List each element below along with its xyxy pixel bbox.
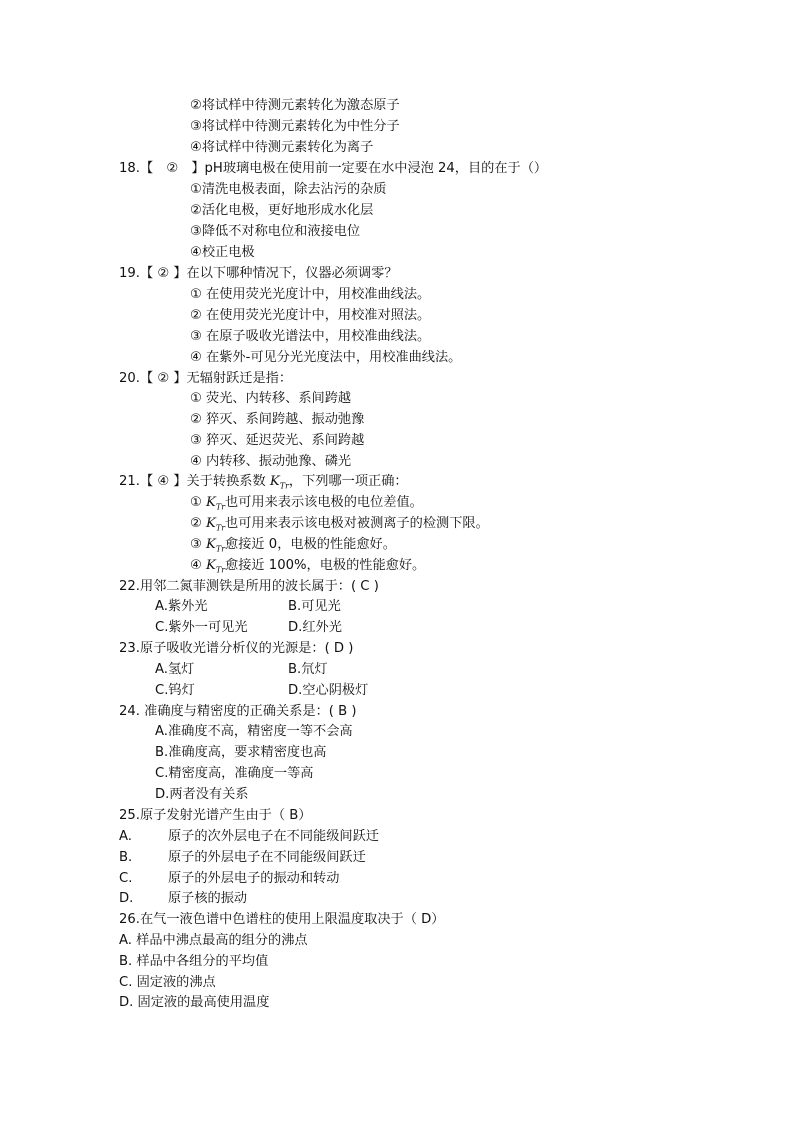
q22-option-d: D.红外光 [288,620,342,635]
q20-question: 20.【 ② 】无辐射跃迁是指： [119,371,293,386]
q19-question: 19.【 ② 】在以下哪种情况下，仪器必须调零？ [119,266,398,281]
q21-question [119,472,408,492]
q18-option-2: ②活化电极，更好地形成水化层 [190,203,374,218]
q24-option-a: A.准确度不高，精密度一等不会高 [155,724,353,739]
q21-option-3-symbol-sub: Tr [215,544,226,554]
q25-option-d-letter: D. [119,891,134,906]
q25-question: 25.原子发射光谱产生由于（ B） [119,808,312,823]
q26-option-d: D. 固定液的最高使用温度 [119,995,270,1010]
q25-option-b: 原子的外层电子在不同能级间跃迁 [168,850,366,865]
q23-option-d: D.空心阴极灯 [288,683,369,698]
q25-option-d: 原子核的振动 [168,891,248,906]
q24-question: 24. 准确度与精密度的正确关系是：( B ) [119,704,357,719]
q20-option-1: ① 荧光、内转移、系间跨越 [190,391,352,406]
q26-question: 26.在气一液色谱中色谱柱的使用上限温度取决于（ D） [119,912,445,927]
q18-option-1: ①清洗电极表面，除去沾污的杂质 [190,182,387,197]
q18-option-4: ④校正电极 [190,245,255,260]
q21-question-text-b: ，下列哪一项正确： [288,474,408,489]
q21-option-1-text: 也可用来表示该电极的电位差值。 [225,495,423,510]
q25-option-a: 原子的次外层电子在不同能级间跃迁 [168,829,379,844]
q21-symbol [270,474,289,489]
q17-option-3: ③将试样中待测元素转化为中性分子 [190,119,400,134]
q25-option-b-letter: B. [119,850,133,865]
q21-option-4-text: 愈接近 100%，电极的性能愈好。 [225,558,426,573]
q24-option-b: B.准确度高，要求精密度也高 [155,745,327,760]
q21-option-2-symbol [206,516,225,531]
q21-option-1-symbol-k: K [206,495,216,510]
q21-option-2 [190,514,489,534]
q21-option-4-symbol-sub: Tr [215,565,226,575]
q23-option-a: A.氢灯 [155,662,195,677]
q25-option-a-letter: A. [119,829,132,844]
q21-option-4-marker: ④ [190,558,207,573]
q22-option-c: C.紫外一可见光 [155,620,248,635]
q17-option-2: ②将试样中待测元素转化为激态原子 [190,98,400,113]
q19-option-1: ① 在使用荧光光度计中，用校准曲线法。 [190,287,431,302]
q20-option-2: ② 猝灭、系间跨越、振动弛豫 [190,412,365,427]
q21-option-1-marker: ① [190,495,207,510]
q23-question: 23.原子吸收光谱分析仪的光源是：( D ) [119,641,354,656]
q23-option-c: C.钨灯 [155,683,195,698]
q21-option-3 [190,535,396,555]
q21-question-text-a: 21.【 ④ 】关于转换系数 [119,474,270,489]
q23-option-b: B.氘灯 [288,662,328,677]
q21-option-3-marker: ③ [190,537,207,552]
q20-option-4: ④ 内转移、振动弛豫、磷光 [190,454,352,469]
q26-option-a: A. 样品中沸点最高的组分的沸点 [119,933,308,948]
q19-option-2: ② 在使用荧光光度计中，用校准对照法。 [190,308,431,323]
q21-option-2-text: 也可用来表示该电极对被测离子的检测下限。 [225,516,489,531]
q21-symbol-sub: Tr [279,481,289,491]
q21-option-4-symbol-k: K [206,558,216,573]
q26-option-c: C. 固定液的沸点 [119,975,216,990]
q17-option-4: ④将试样中待测元素转化为离子 [190,140,374,155]
q19-option-4: ④ 在紫外-可见分光光度法中，用校准曲线法。 [190,350,462,365]
q21-symbol-k: K [269,474,280,489]
q25-option-c-letter: C. [119,871,133,886]
q25-option-c: 原子的外层电子的振动和转动 [168,871,340,886]
q21-option-4 [190,556,425,576]
q22-option-a: A.紫外光 [155,599,208,614]
q21-option-1-symbol [206,495,225,510]
q21-option-3-text: 愈接近 0，电极的性能愈好。 [225,537,396,552]
q19-option-3: ③ 在原子吸收光谱法中，用校准曲线法。 [190,329,431,344]
q24-option-c: C.精密度高，准确度一等高 [155,766,314,781]
q22-option-b: B.可见光 [288,599,341,614]
q21-option-3-symbol-k: K [206,537,216,552]
q21-option-1 [190,493,423,513]
q21-option-2-symbol-k: K [206,516,216,531]
q21-option-4-symbol [206,558,225,573]
q21-option-1-symbol-sub: Tr [215,502,226,512]
q21-option-2-marker: ② [190,516,207,531]
q20-option-3: ③ 猝灭、延迟荧光、系间跨越 [190,433,365,448]
q22-question: 22.用邻二氮菲测铁是所用的波长属于：( C ) [119,579,379,594]
q21-option-3-symbol [206,537,225,552]
q21-option-2-symbol-sub: Tr [215,523,226,533]
q18-option-3: ③降低不对称电位和液接电位 [190,224,361,239]
q24-option-d: D.两者没有关系 [155,787,249,802]
q18-question: 18.【 ② 】pH玻璃电极在使用前一定要在水中浸泡 24，目的在于（） [119,161,548,176]
q26-option-b: B. 样品中各组分的平均值 [119,954,269,969]
